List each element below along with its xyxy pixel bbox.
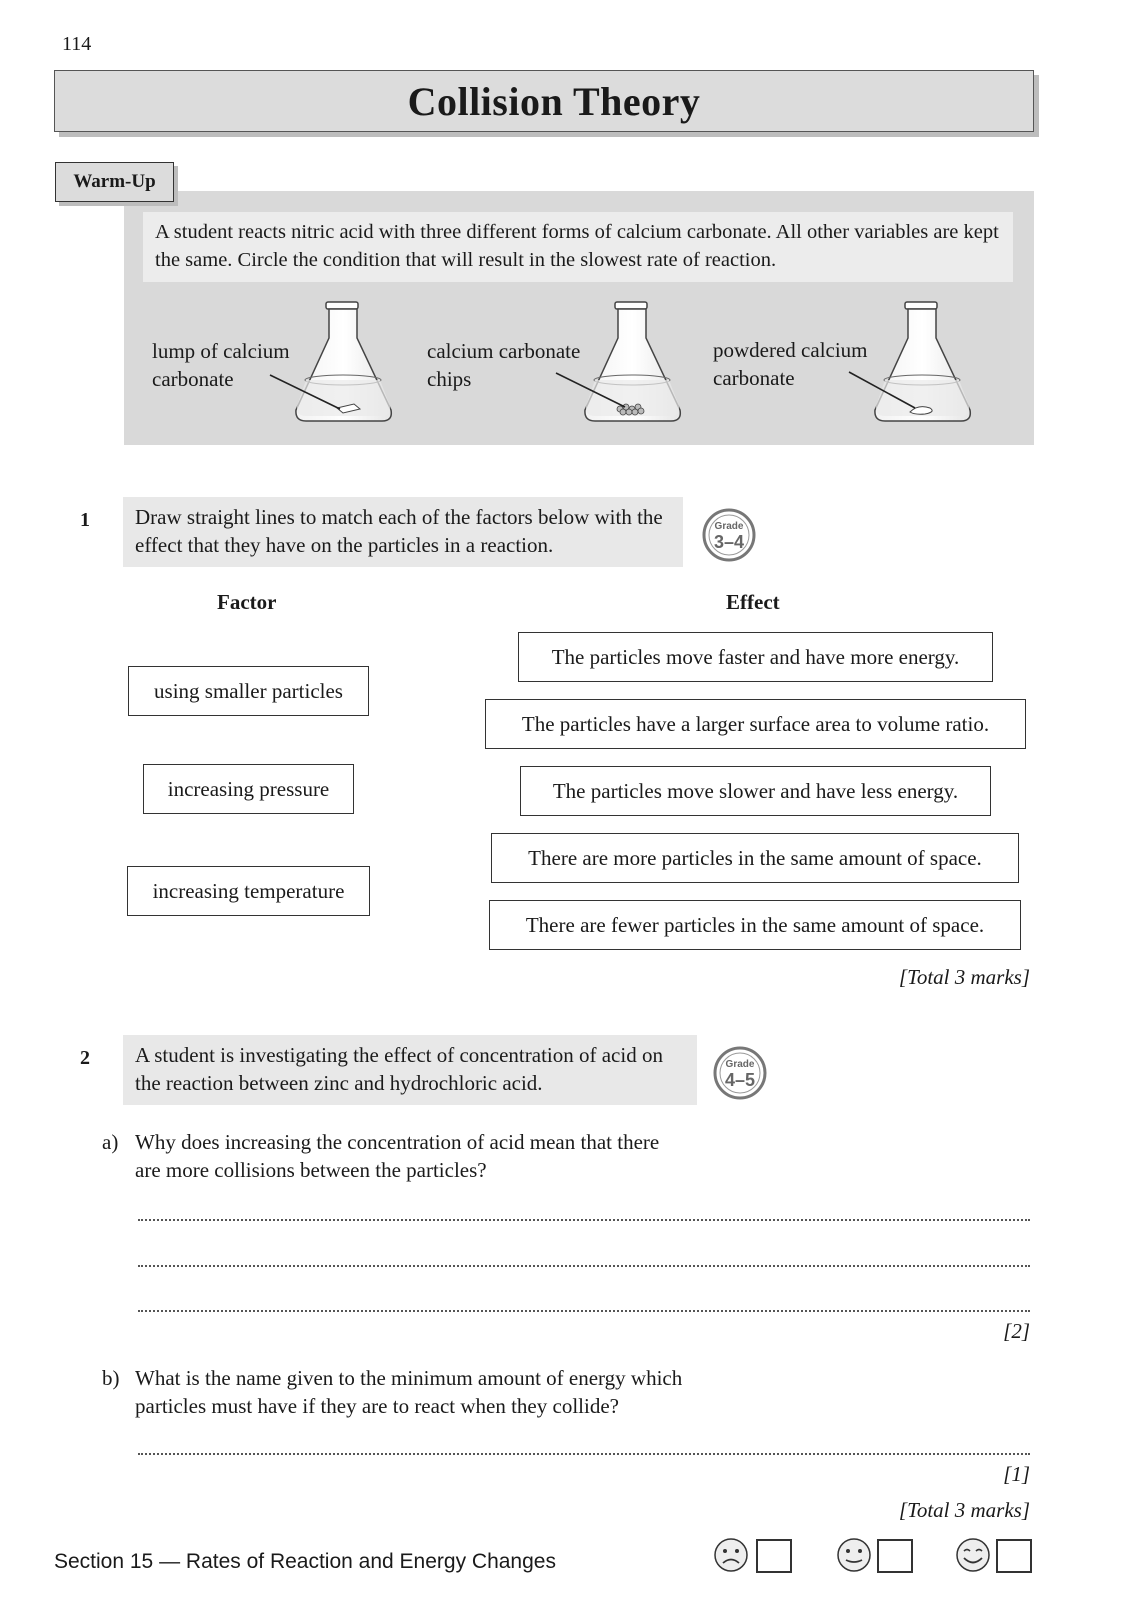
- neutral-face-icon: [835, 1536, 873, 1579]
- part-a-marks: [2]: [1003, 1319, 1030, 1343]
- effect-heading: Effect: [726, 590, 780, 614]
- factor-box-temperature[interactable]: increasing temperature: [127, 866, 370, 916]
- conical-flask-icon[interactable]: [849, 302, 970, 421]
- question-1-total-marks: [Total 3 marks]: [898, 965, 1030, 989]
- effect-box-surface-area[interactable]: The particles have a larger surface area to volume ratio.: [485, 699, 1026, 749]
- self-assessment-box-neutral[interactable]: [877, 1539, 913, 1573]
- question-2-text: A student is investigating the effect of concentration of acid on the reaction between zinc and hydrochloric acid.: [123, 1035, 697, 1105]
- part-b-question: What is the name given to the minimum amount of energy which particles must have if they are to react when they collide?: [135, 1366, 683, 1418]
- happy-face-icon: [954, 1536, 992, 1579]
- page-title: Collision Theory: [407, 78, 701, 124]
- flask-label-chips[interactable]: calcium carbonate chips: [427, 339, 581, 391]
- question-2-number: 2: [80, 1047, 90, 1069]
- effect-box-more-particles[interactable]: There are more particles in the same amount of space.: [491, 833, 1019, 883]
- self-assessment-box-happy[interactable]: [996, 1539, 1032, 1573]
- page-number: 114: [62, 33, 92, 55]
- conical-flasks-illustration: [0, 0, 1131, 460]
- warm-up-tab: Warm-Up: [55, 162, 174, 202]
- question-2-total-marks: [Total 3 marks]: [898, 1498, 1030, 1522]
- grade-label: Grade: [725, 1059, 755, 1070]
- self-assessment-box-sad[interactable]: [756, 1539, 792, 1573]
- footer-section-title: Section 15 — Rates of Reaction and Energy Changes: [54, 1550, 556, 1573]
- answer-line[interactable]: [138, 1265, 1030, 1267]
- part-b-label: b): [102, 1366, 120, 1390]
- sad-face-icon: [712, 1536, 750, 1579]
- factor-box-pressure[interactable]: increasing pressure: [143, 764, 354, 814]
- question-1-number: 1: [80, 509, 90, 531]
- grade-value: 4–5: [724, 1070, 756, 1090]
- conical-flask-icon[interactable]: [556, 302, 680, 421]
- effect-box-fewer-particles: There are fewer particles in the same amount of space.: [489, 900, 1021, 950]
- grade-badge-4-5: [712, 1045, 768, 1101]
- factor-box-smaller-particles[interactable]: using smaller particles: [128, 666, 369, 716]
- warm-up-instruction: A student reacts nitric acid with three different forms of calcium carbonate. All other variables are kept the same. Circle the condition that will result in the slowest rate of reaction.: [143, 212, 1013, 282]
- part-a-label: a): [102, 1130, 119, 1154]
- answer-line[interactable]: [138, 1310, 1030, 1312]
- answer-line[interactable]: [138, 1453, 1030, 1455]
- effect-box-faster[interactable]: The particles move faster and have more energy.: [518, 632, 993, 682]
- conical-flask-icon[interactable]: [270, 302, 391, 421]
- part-b-marks: [1]: [1003, 1462, 1030, 1486]
- flask-label-lump[interactable]: lump of calcium carbonate: [152, 339, 290, 391]
- grade-label: Grade: [714, 521, 744, 532]
- grade-value: 3–4: [713, 532, 745, 552]
- flask-label-powder[interactable]: powdered calcium carbonate: [713, 338, 868, 390]
- effect-box-slower[interactable]: The particles move slower and have less energy.: [520, 766, 991, 816]
- grade-badge-3-4: [701, 507, 757, 563]
- part-a-question: Why does increasing the concentration of acid mean that there are more collisions between the particles?: [135, 1130, 660, 1182]
- question-1-text: Draw straight lines to match each of the factors below with the effect that they have on the particles in a reaction.: [123, 497, 683, 567]
- answer-line[interactable]: [138, 1219, 1030, 1221]
- factor-heading: Factor: [217, 590, 277, 614]
